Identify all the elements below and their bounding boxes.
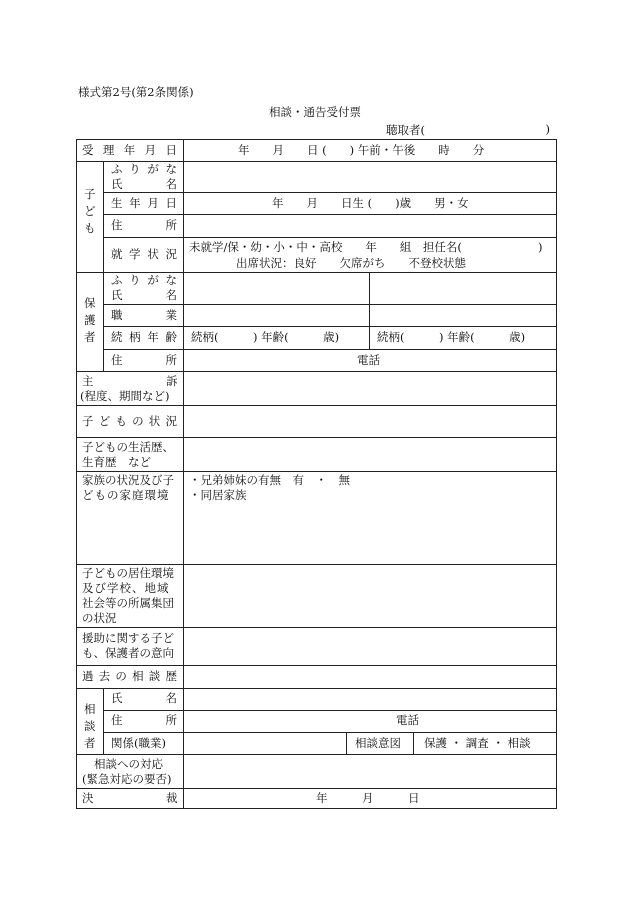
family-line1[interactable]: ・兄弟姉妹の有無 有 ・ 無 xyxy=(189,473,350,487)
guardian-phone-label: 電話 xyxy=(357,353,380,367)
child-school-line2[interactable]: 出席状況：良好 欠席がち 不登校状態 xyxy=(236,256,466,270)
environment-label-b: 及び学校、地域 xyxy=(82,581,170,595)
decision-label-b: 裁 xyxy=(166,791,178,805)
consultant-intent-value[interactable]: 保護 ・ 調査 ・ 相談 xyxy=(424,736,531,750)
rule xyxy=(103,304,557,305)
rule xyxy=(103,237,557,238)
consultant-phone-label: 電話 xyxy=(396,713,419,727)
family-line2[interactable]: ・同居家族 xyxy=(189,488,247,502)
form-title: 相談・通告受付票 xyxy=(269,105,361,119)
child-history-label-a: 子どもの生活歴、 xyxy=(82,440,174,454)
rule xyxy=(103,688,104,754)
rule xyxy=(76,437,557,438)
rule xyxy=(76,788,557,789)
environment-label-d: の状況 xyxy=(82,611,117,625)
rule xyxy=(103,214,557,215)
rule xyxy=(76,564,557,565)
child-birth-value[interactable]: 年 月 日生 ( )歳 男・女 xyxy=(272,196,469,210)
main-complaint-label-c: (程度、期間など) xyxy=(80,389,170,403)
rule xyxy=(76,665,557,666)
consultant-address-label: 住 所 xyxy=(111,713,177,727)
rule xyxy=(76,754,557,755)
response-label-b: (緊急対応の要否) xyxy=(82,772,172,786)
child-school-line1[interactable]: 未就学/保・幼・小・中・高校 年 組 担任名( xyxy=(189,240,462,254)
child-school-label: 就 学 状 況 xyxy=(111,247,177,261)
rule xyxy=(413,732,414,754)
main-complaint-label-b: 訴 xyxy=(166,374,178,388)
rule xyxy=(76,808,557,809)
intent-label-b: も、保護者の意向 xyxy=(82,646,174,660)
listener-label: 聴取者( xyxy=(386,123,425,137)
rule xyxy=(103,272,104,371)
decision-label-a: 決 xyxy=(82,791,94,805)
rule xyxy=(76,688,557,689)
consultant-name-label: 氏 名 xyxy=(111,691,177,705)
main-complaint-label-a: 主 xyxy=(82,374,94,388)
rule xyxy=(103,349,557,350)
child-furigana-label: ふ り が な xyxy=(111,162,177,176)
rule xyxy=(76,471,557,472)
rule xyxy=(76,627,557,628)
child-birth-label: 生 年 月 日 xyxy=(111,196,177,210)
rule xyxy=(103,326,557,327)
child-address-label: 住 所 xyxy=(111,218,177,232)
consultant-intent-label: 相談意図 xyxy=(355,736,401,750)
child-history-label-b: 生育歴 など xyxy=(82,455,151,469)
guardian-address-label: 住 所 xyxy=(111,353,177,367)
decision-value[interactable]: 年 月 日 xyxy=(316,791,420,805)
intent-label-a: 援助に関する子ど xyxy=(82,631,174,645)
rule xyxy=(183,139,184,809)
rule xyxy=(369,272,370,349)
listener-close: ) xyxy=(545,122,550,136)
form-id: 様式第2号(第2条関係) xyxy=(78,85,194,99)
family-label-b: どもの家庭環境 xyxy=(82,488,170,502)
rule xyxy=(103,161,104,272)
consultant-relation-label: 関係(職業) xyxy=(111,736,166,750)
past-label: 過 去 の 相 談 歴 xyxy=(82,669,177,683)
environment-label-a: 子どもの居住環境 xyxy=(82,566,174,580)
child-status-label: 子 ど も の 状 況 xyxy=(82,414,177,428)
reception-label: 受 理 年 月 日 xyxy=(82,143,177,157)
guardian-group-label: 保護者 xyxy=(84,296,96,344)
guardian-relation-a[interactable]: 続柄( ) 年齢( 歳) xyxy=(191,330,340,344)
rule xyxy=(103,192,557,193)
consultant-group-label: 相談者 xyxy=(84,702,96,750)
guardian-relation-label: 続 柄 年 齢 xyxy=(111,330,177,344)
rule xyxy=(103,732,557,733)
family-label-a: 家族の状況及び子 xyxy=(82,473,174,487)
rule xyxy=(76,139,77,809)
guardian-name-label: 氏 名 xyxy=(111,288,177,302)
rule xyxy=(76,139,557,140)
rule xyxy=(556,139,557,809)
child-name-label: 氏 名 xyxy=(111,177,177,191)
child-group-label: 子ども xyxy=(84,187,96,235)
guardian-job-label: 職 業 xyxy=(111,308,177,322)
environment-label-c: 社会等の所属集団 xyxy=(82,596,174,610)
rule xyxy=(76,405,557,406)
guardian-relation-b[interactable]: 続柄( ) 年齢( 歳) xyxy=(377,330,526,344)
child-school-close: ) xyxy=(538,240,543,254)
rule xyxy=(103,710,557,711)
response-label-a: 相談への対応 xyxy=(94,757,163,771)
rule xyxy=(346,732,347,754)
rule xyxy=(76,371,557,372)
guardian-furigana-label: ふ り が な xyxy=(111,273,177,287)
reception-value[interactable]: 年 月 日 ( ) 午前・午後 時 分 xyxy=(238,143,485,157)
